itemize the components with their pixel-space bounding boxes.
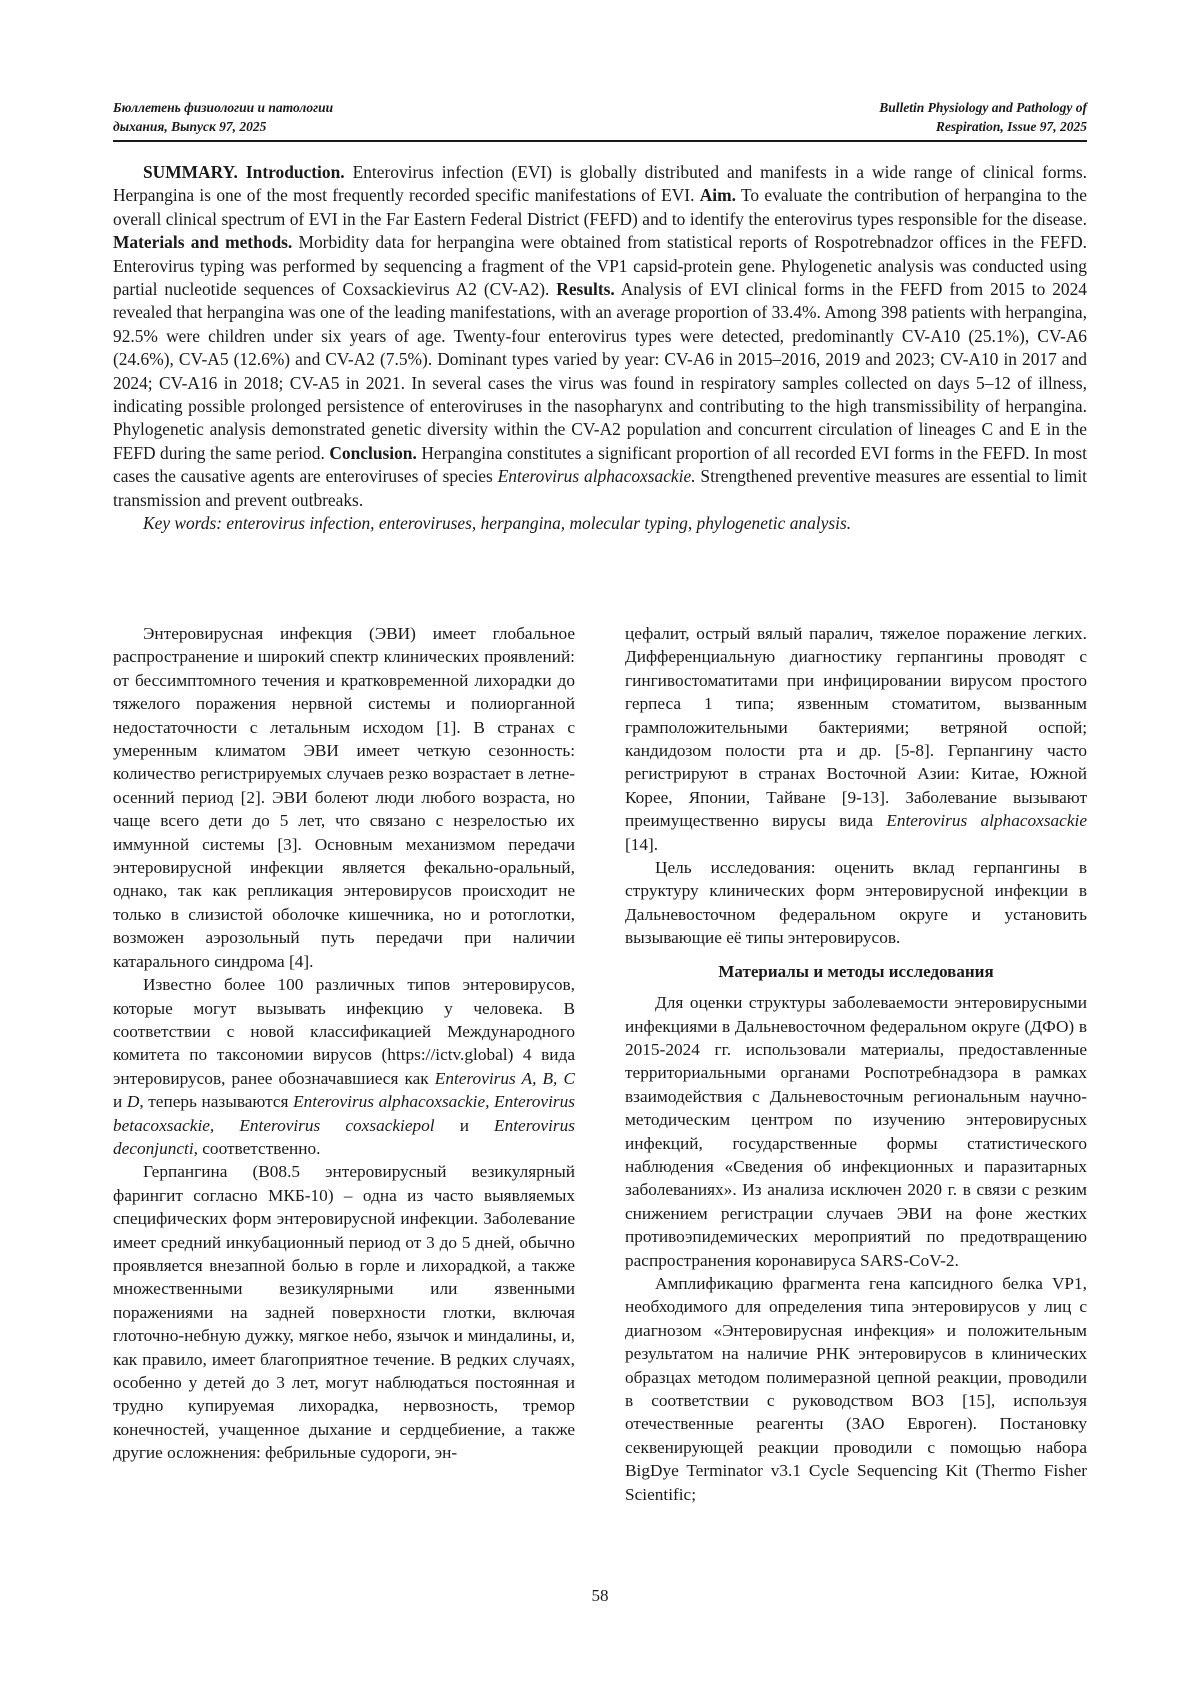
journal-title-en [667,98,1087,136]
right-paragraph-2: Цель исследования: оценить вклад герпангины в структуру клинических форм энтеровирусной инфекции в Дальневосточном федеральном округе и установить вызывающие её типы энтеровирусов. [625,858,1087,948]
section-heading: Материалы и методы исследования [718,961,994,981]
right-column [625,622,1087,1506]
page-number: 58 [591,1586,609,1605]
text-span: [14]. [625,834,659,854]
text-span: , соответственно. [193,1138,321,1158]
text-span: и [113,1092,127,1112]
left-paragraph-2 [113,973,575,1160]
header-right-line2: Respiration, Issue 97, 2025 [935,119,1087,134]
right-paragraph-4: Амплификацию фрагмента гена капсидного белка VP1, необходимого для определения типа энтеровирусов у лиц с диагнозом «Энтеровирусная инфекция» и положительным результатом на наличие РНК энтеровирусов в клинических образцах методом полимеразной цепной реакции, проводили в соответствии с руководством ВОЗ [15], используя отечественные реагенты (ЗАО Евроген). Постановку секвенирующей реакции проводили с помощью набора BigDye Terminator v3.1 Cycle Sequencing Kit (Thermo Fisher Scientific; [625,1273,1087,1504]
italic-span: Enterovirus alphacoxsackie [886,811,1087,831]
keywords: Key words: enterovirus infection, enteroviruses, herpangina, molecular typing, phylogenetic analysis. [143,513,852,534]
right-paragraph-3: Для оценки структуры заболеваемости энтеровирусными инфекциями в Дальневосточном федеральном округе (ДФО) в 2015-2024 гг. использовали материалы, предоставленные территориальными органами Роспотребнадзора в рамках взаимодействия с Дальневосточным региональным научно-методическим центром по изучению энтеровирусных инфекций, государственные формы статистического наблюдения «Сведения об инфекционных и паразитарных заболеваниях». Из анализа исключен 2020 г. в связи с резким снижением регистрации случаев ЭВИ на фоне жестких противоэпидемических мероприятий по предотвращению распространения коронавируса SARS-CoV-2. [625,993,1087,1270]
text-span: Известно более 100 различных типов энтеровирусов, которые могут вызывать инфекцию у человека. В соответствии с новой классификацией Международного комитета по таксономии вирусов (https://ictv.global) 4 вида энтеровирусов, ранее обозначавшиеся как [113,975,575,1088]
conclusion-species: Enterovirus alphacoxsackie. [497,466,696,487]
results-text: Analysis of EVI clinical forms in the FEFD from 2015 to 2024 revealed that herpangina was one of the leading manifestations, with an average proportion of 33.4%. Among 398 patients with herpangina, 92.5% were children under six years of age. Twenty-four enterovirus types were detected, predominantly CV-A10 (25.1%), CV-A6 (24.6%), CV-A5 (12.6%) and CV-A2 (7.5%). Dominant types varied by year: CV-A6 in 2015–2016, 2019 and 2023; CV-A10 in 2017 and 2024; CV-A16 in 2018; CV-A5 in 2021. In several cases the virus was found in respiratory samples collected on days 5–12 of illness, indicating possible prolonged persistence of enteroviruses in the nasopharynx and contributing to the high transmissibility of herpangina. Phylogenetic analysis demonstrated genetic diversity within the CV-A2 population and concurrent circulation of lineages C and E in the FEFD during the same period. [113,279,1088,463]
conclusion-text2: Strengthened preventive measures are essential to limit transmission and prevent outbreaks. [113,466,1087,510]
italic-span: Enterovirus alphacoxsackie, Enterovirus betacoxsackie, Enterovirus coxsackiepol [113,1092,575,1135]
conclusion-label: Conclusion. [329,442,417,463]
journal-title-ru [113,98,533,136]
text-span: цефалит, острый вялый паралич, тяжелое поражение легких. Дифференциальную диагностику герпангины проводят с гингивостоматитами при инфицировании вирусом простого герпеса 1 типа; язвенным стоматитом, вызванным грамположительными бактериями; ветряной оспой; кандидозом полости рта и др. [5-8]. Герпангину часто регистрируют в странах Восточной Азии: Китае, Южной Корее, Японии, Тайване [9-13]. Заболевание вызывают преимущественно вирусы вида [625,624,1087,831]
header-left-line1: Бюллетень физиологии и патологии [113,100,334,115]
text-span: и [434,1115,495,1135]
italic-span: Enterovirus deconjuncti [113,1115,575,1158]
conclusion-text: Herpangina constitutes a significant proportion of all recorded EVI forms in the FEFD. In most cases the causative agents are enteroviruses of species [113,442,1088,487]
left-paragraph-3: Герпангина (B08.5 энтеровирусный везикулярный фарингит согласно МКБ-10) – одна из часто выявляемых специфических форм энтеровирусной инфекции. Заболевание имеет средний инкубационный период от 3 до 5 дней, обычно проявляется внезапной болью в горле и лихорадкой, а также множественными везикулярными или язвенными поражениями на задней поверхности глотки, включая глоточно-небную дужку, мягкое небо, язычок и миндалины, и, как правило, имеет благоприятное течение. В редких случаях, особенно у детей до 3 лет, могут наблюдаться постоянная и трудно купируемая лихорадка, нервозность, тремор конечностей, учащенное дыхание и сердцебиение, а также другие осложнения: фебрильные судороги, эн- [113,1162,575,1463]
english-summary [113,161,1087,536]
results-label: Results. [556,279,615,300]
intro-label: Introduction. [245,162,345,182]
left-column [113,622,575,1465]
summary-label: SUMMARY. [143,162,238,182]
aim-text: To evaluate the contribution of herpangina to the overall clinical spectrum of EVI in the Far Eastern Federal District (FEFD) and to identify the enterovirus types responsible for the disease. [113,185,1087,229]
methods-label: Materials and methods. [113,232,293,253]
right-paragraph-1 [625,622,1087,856]
header-right-line1: Bulletin Physiology and Pathology of [879,100,1087,115]
intro-text: Enterovirus infection (EVI) is globally distributed and manifests in a wide range of clinical forms. Herpangina is one of the most frequently recorded specific manifestations of EVI. [113,162,1087,206]
left-paragraph-1: Энтеровирусная инфекция (ЭВИ) имеет глобальное распространение и широкий спектр клинических проявлений: от бессимптомного течения и кратковременной лихорадки до тяжелого поражения нервной системы и полиорганной недостаточности с летальным исходом [1]. В странах с умеренным климатом ЭВИ имеет четкую сезонность: количество регистрируемых случаев резко возрастает в летне-осенний период [2]. ЭВИ болеют люди любого возраста, но чаще всего дети до 5 лет, что связано с незрелостью их иммунной системы [3]. Основным механизмом передачи энтеровирусной инфекции является фекально-оральный, однако, так как репликация энтеровирусов происходит не только в слизистой оболочке кишечника, но и ротоглотки, возможен аэрозольный путь передачи при наличии катарального синдрома [4]. [113,624,575,971]
aim-label: Aim. [699,185,736,206]
italic-span: Enterovirus A, B, C [434,1068,575,1088]
methods-text: Morbidity data for herpangina were obtained from statistical reports of Rospotrebnadzor offices in the FEFD. Enterovirus typing was performed by sequencing a fragment of the VP1 capsid-protein gene. Phylogenetic analysis was conducted using partial nucleotide sequences of Coxsackievirus A2 (CV-A2). [113,232,1087,300]
text-span: , теперь называются [139,1092,294,1112]
summary-paragraph [113,161,1087,512]
italic-span: D [126,1092,140,1112]
header-left-line2: дыхания, Выпуск 97, 2025 [113,119,267,134]
header-divider [113,140,1087,142]
